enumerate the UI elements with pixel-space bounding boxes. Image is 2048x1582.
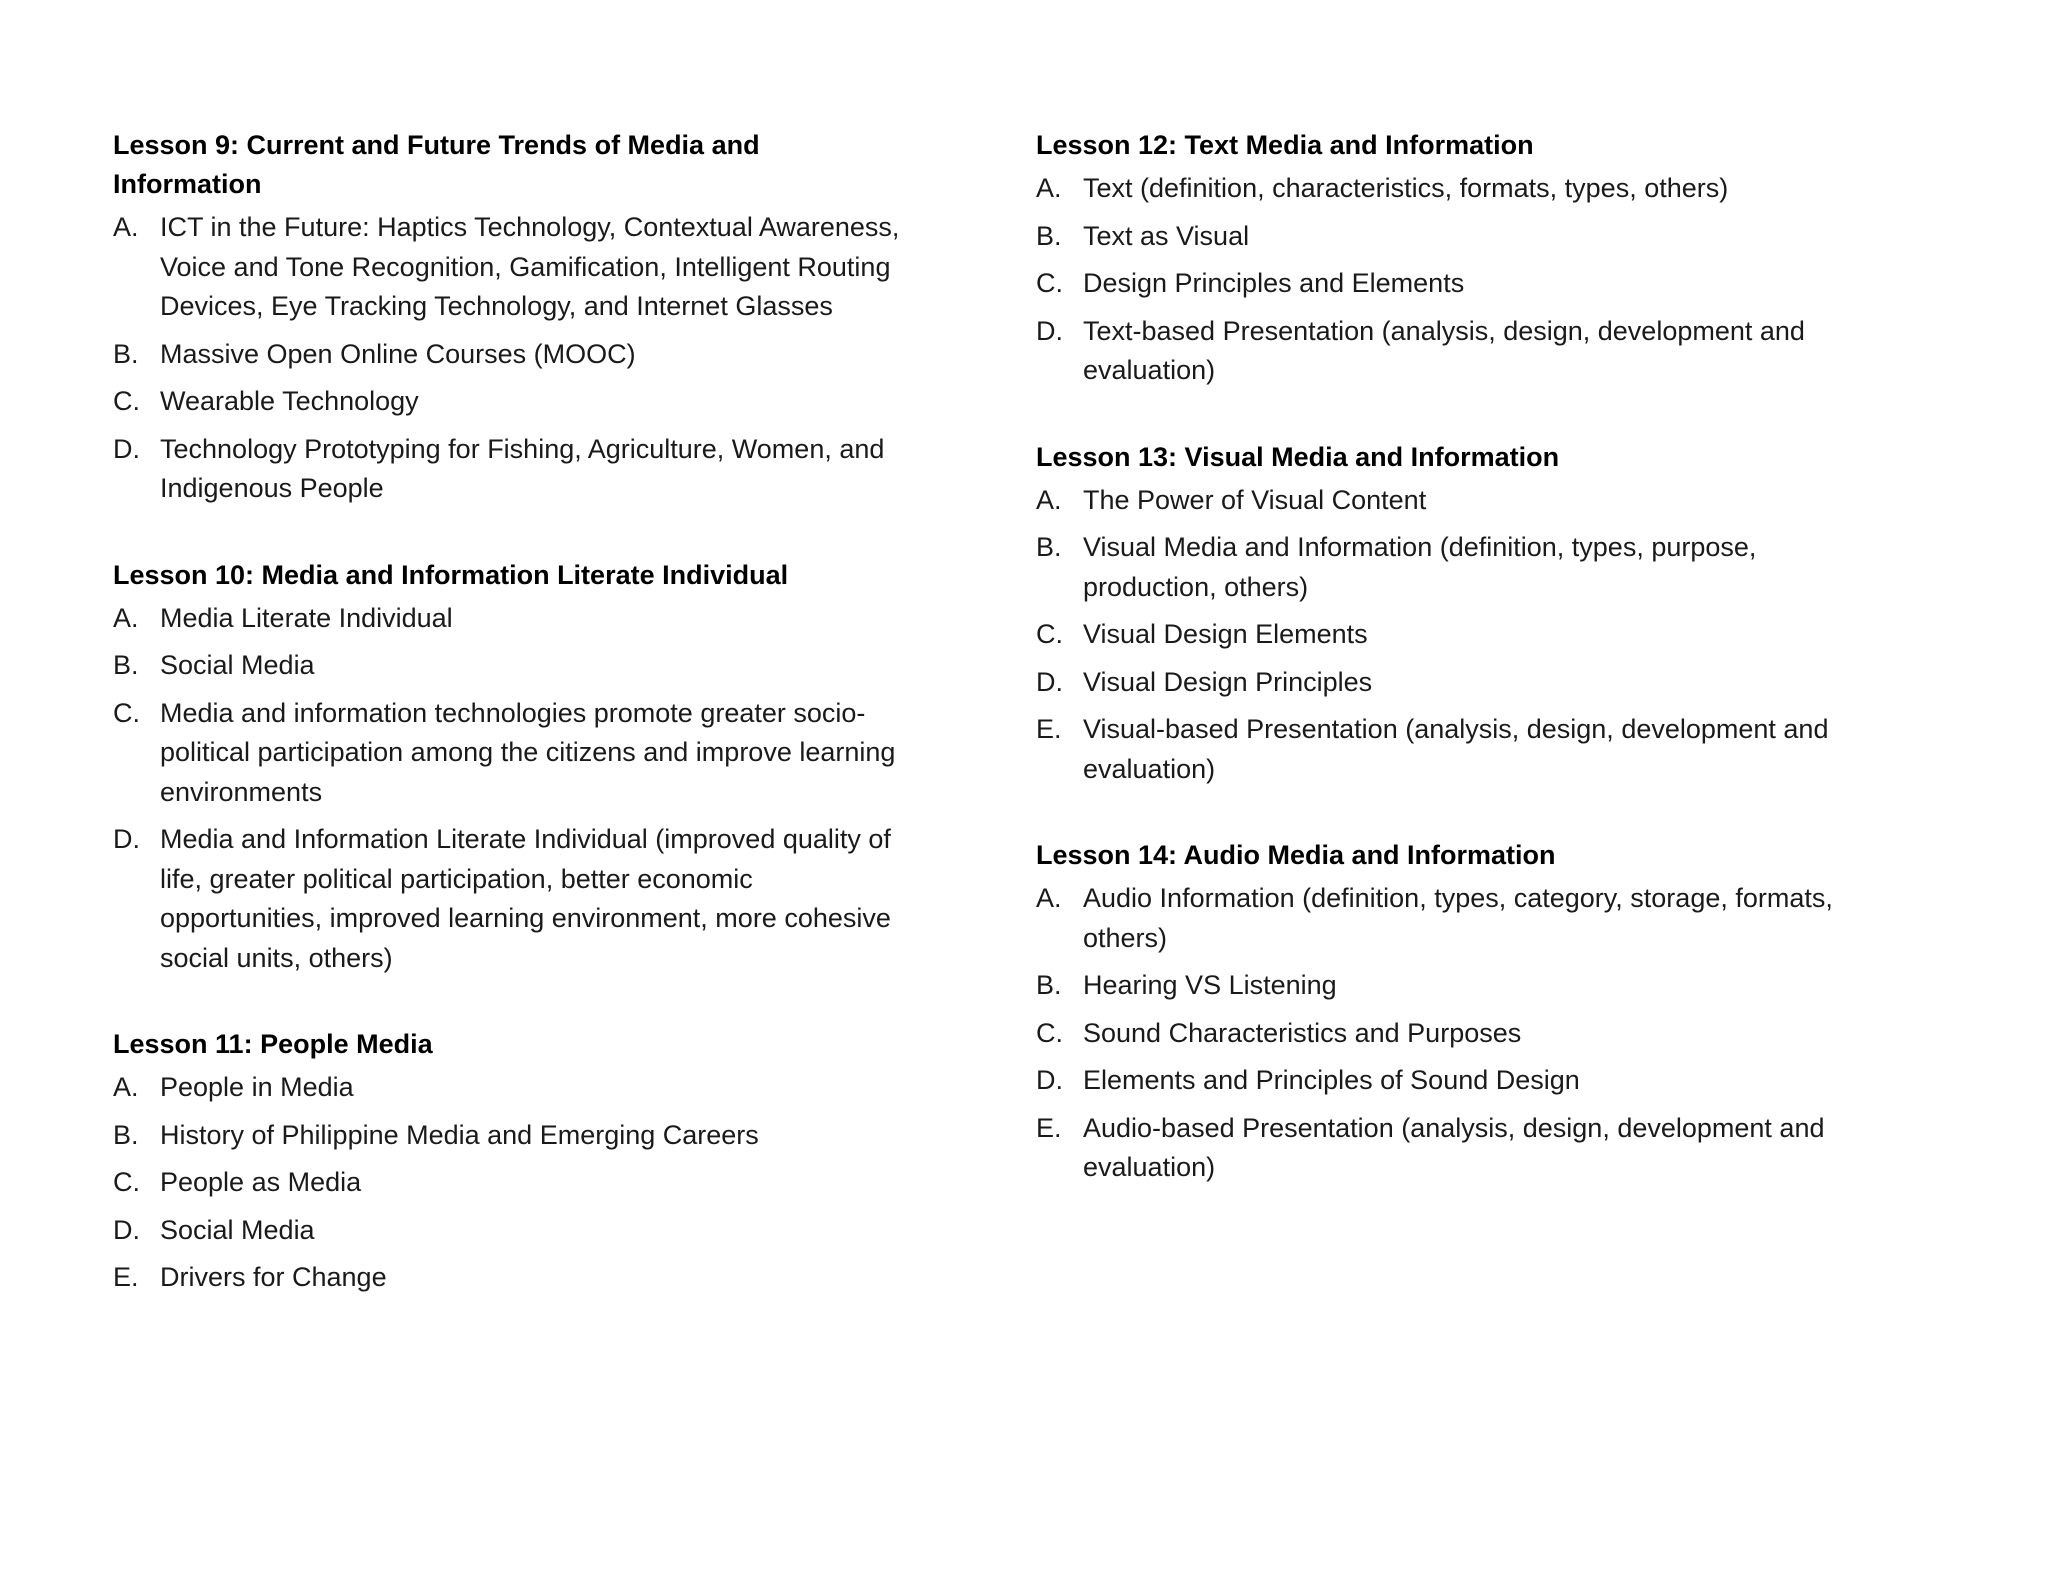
topic-text: Hearing VS Listening bbox=[1083, 970, 1337, 1000]
topic-letter: A. bbox=[113, 212, 139, 242]
topic-letter: B. bbox=[113, 650, 139, 680]
topic-item bbox=[113, 1163, 913, 1203]
topic-letter: C. bbox=[1036, 1017, 1063, 1048]
topic-item bbox=[1036, 879, 1896, 958]
topic-item bbox=[113, 599, 913, 639]
topic-text: Media and information technologies promote greater socio-political participation among the citizens and improve learning environments bbox=[160, 697, 896, 807]
topic-item bbox=[113, 430, 913, 509]
topic-item bbox=[1036, 663, 1896, 703]
topic-text: People in Media bbox=[160, 1072, 354, 1102]
lesson-section bbox=[113, 126, 913, 509]
topic-letter: C. bbox=[113, 386, 140, 416]
lesson-section bbox=[1036, 126, 1896, 391]
topic-letter: B. bbox=[1036, 220, 1062, 251]
topic-text: Text (definition, characteristics, formats, types, others) bbox=[1083, 173, 1729, 203]
topic-letter: A. bbox=[1036, 883, 1062, 913]
topic-item bbox=[113, 694, 913, 813]
topic-text: Design Principles and Elements bbox=[1083, 268, 1465, 298]
topic-item bbox=[113, 1211, 913, 1251]
topic-item bbox=[113, 646, 913, 686]
topic-letter: C. bbox=[1036, 268, 1063, 298]
topic-letter: A. bbox=[1036, 173, 1062, 203]
topic-text: Elements and Principles of Sound Design bbox=[1083, 1065, 1580, 1095]
lesson-title: Lesson 14: Audio Media and Information bbox=[1036, 840, 1556, 870]
topic-letter: A. bbox=[113, 1072, 139, 1102]
topic-item bbox=[1036, 264, 1896, 304]
topic-item bbox=[113, 335, 913, 375]
topic-letter: E. bbox=[1036, 714, 1062, 744]
topic-text: Visual Design Elements bbox=[1083, 619, 1368, 649]
topic-text: History of Philippine Media and Emerging Careers bbox=[160, 1119, 759, 1150]
topic-text: Text as Visual bbox=[1083, 220, 1250, 251]
topic-text: Audio Information (definition, types, category, storage, formats, others) bbox=[1083, 883, 1833, 953]
topic-item bbox=[113, 382, 913, 422]
lesson-title: Lesson 9: Current and Future Trends of Media and Information bbox=[113, 130, 760, 199]
topic-letter: A. bbox=[113, 602, 139, 633]
topic-letter: B. bbox=[113, 1119, 139, 1150]
topic-item bbox=[113, 1116, 913, 1156]
topic-letter: E. bbox=[113, 1262, 139, 1292]
topic-letter: D. bbox=[113, 433, 140, 464]
topic-text: Social Media bbox=[160, 1214, 315, 1245]
lesson-section bbox=[113, 1025, 913, 1298]
topic-text: People as Media bbox=[160, 1167, 362, 1197]
topic-text: ICT in the Future: Haptics Technology, Contextual Awareness, Voice and Tone Recognition, Gamification, Intelligent Routing Devices, Eye Tracking Technology, and Internet Glasses bbox=[160, 212, 900, 321]
topic-letter: D. bbox=[113, 1214, 140, 1245]
topic-item bbox=[1036, 528, 1896, 607]
topic-letter: C. bbox=[1036, 619, 1063, 649]
topic-text: Visual Design Principles bbox=[1083, 666, 1373, 697]
topic-text: Media Literate Individual bbox=[160, 602, 453, 633]
topic-text: Audio-based Presentation (analysis, design, development and evaluation) bbox=[1083, 1112, 1825, 1182]
topic-letter: B. bbox=[1036, 970, 1062, 1000]
topic-text: Visual-based Presentation (analysis, design, development and evaluation) bbox=[1083, 714, 1829, 784]
lesson-section bbox=[113, 556, 913, 979]
topic-item bbox=[113, 1258, 913, 1298]
topic-item bbox=[1036, 966, 1896, 1006]
topic-letter: D. bbox=[1036, 666, 1063, 697]
topic-text: Text-based Presentation (analysis, design, development and evaluation) bbox=[1083, 315, 1805, 385]
topic-item bbox=[113, 820, 913, 978]
topic-text: Drivers for Change bbox=[160, 1262, 387, 1292]
topic-text: Sound Characteristics and Purposes bbox=[1083, 1017, 1522, 1048]
right-column bbox=[1036, 126, 1896, 1235]
lesson-section bbox=[1036, 438, 1896, 790]
topic-text: Wearable Technology bbox=[160, 386, 419, 416]
topic-item bbox=[113, 208, 913, 327]
topic-item bbox=[1036, 710, 1896, 789]
topic-item bbox=[1036, 312, 1896, 391]
topic-item bbox=[1036, 615, 1896, 655]
topic-letter: A. bbox=[1036, 484, 1062, 515]
topic-letter: D. bbox=[1036, 1065, 1063, 1095]
topic-letter: D. bbox=[1036, 315, 1063, 346]
lesson-title: Lesson 13: Visual Media and Information bbox=[1036, 441, 1560, 472]
topic-text: The Power of Visual Content bbox=[1083, 484, 1427, 515]
topic-letter: C. bbox=[113, 1167, 140, 1197]
topic-item bbox=[1036, 169, 1896, 209]
lesson-title: Lesson 11: People Media bbox=[113, 1029, 433, 1059]
topic-item bbox=[1036, 1109, 1896, 1188]
topic-item bbox=[1036, 1061, 1896, 1101]
topic-letter: C. bbox=[113, 697, 140, 728]
topic-letter: E. bbox=[1036, 1112, 1062, 1143]
topic-letter: B. bbox=[113, 338, 139, 369]
topic-item bbox=[1036, 217, 1896, 257]
lesson-section bbox=[1036, 836, 1896, 1188]
topic-letter: B. bbox=[1036, 532, 1062, 562]
topic-text: Social Media bbox=[160, 650, 315, 680]
topic-letter: D. bbox=[113, 824, 140, 854]
topic-item bbox=[113, 1068, 913, 1108]
topic-text: Technology Prototyping for Fishing, Agriculture, Women, and Indigenous People bbox=[160, 433, 885, 503]
topic-item bbox=[1036, 481, 1896, 521]
left-column bbox=[113, 126, 913, 1345]
lesson-title: Lesson 12: Text Media and Information bbox=[1036, 130, 1534, 160]
topic-text: Visual Media and Information (definition, types, purpose, production, others) bbox=[1083, 532, 1757, 602]
topic-text: Media and Information Literate Individual (improved quality of life, greater political participation, better economic opportunities, improved learning environment, more cohesive social units, others) bbox=[160, 824, 891, 973]
topic-item bbox=[1036, 1014, 1896, 1054]
topic-text: Massive Open Online Courses (MOOC) bbox=[160, 338, 636, 369]
lesson-title: Lesson 10: Media and Information Literate Individual bbox=[113, 559, 789, 590]
